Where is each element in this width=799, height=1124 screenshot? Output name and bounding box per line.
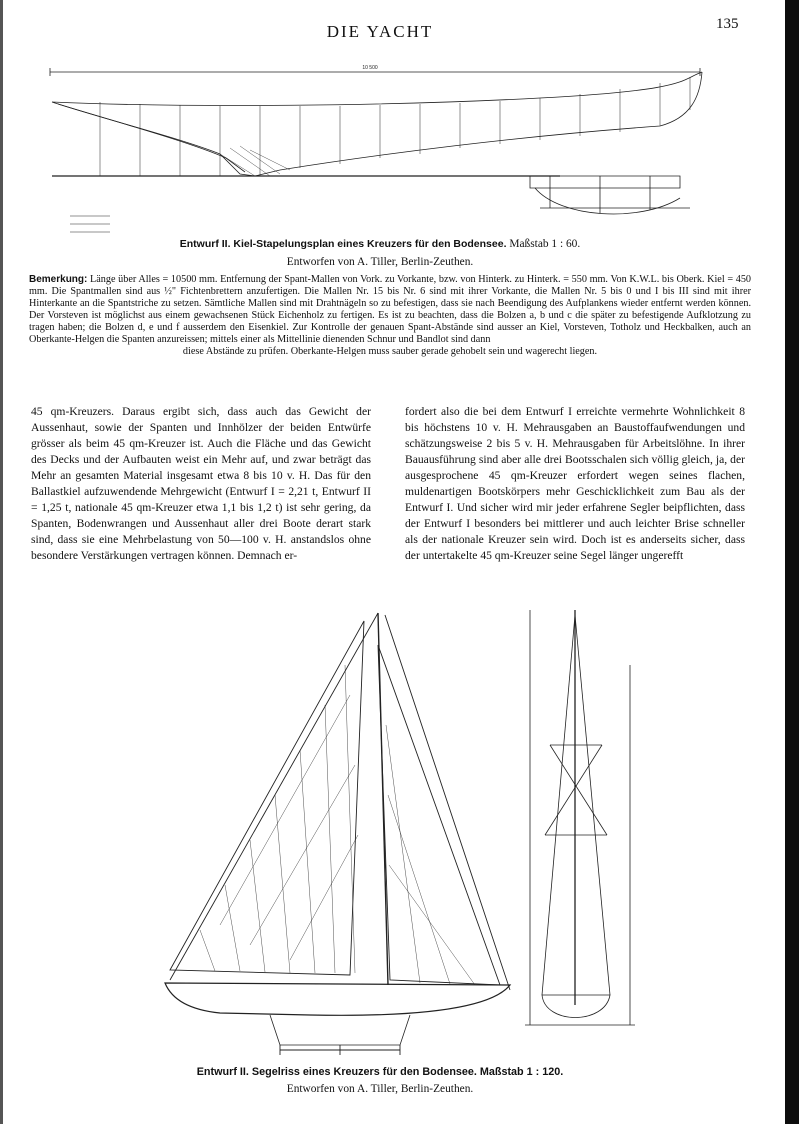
- journal-title: DIE YACHT: [326, 22, 434, 41]
- length-label: 10 500: [362, 65, 378, 71]
- body-column-right: [405, 404, 745, 564]
- page-edge-right: [785, 0, 799, 1124]
- figure1-caption-scale: Maßstab 1 : 60.: [509, 238, 581, 250]
- body-column-left: [31, 404, 371, 564]
- body-paragraph-right: fordert also die bei dem Entwurf I erreichte vermehrte Wohnlichkeit 8 bis höchstens 10 v. H. Mehrausgaben an Baustoffaufwendungen und schätzungsweise 2 bis 5 v. H. Mehrausgaben für Arbeitslöhne. In ihrer Bauausführung sind aber alle drei Bootsschalen sich völlig gleich, ja, der ausgesprochene 45 qm-Kreuzer erfordert wegen seines flachen, muldenartigen Bootskörpers mehr Geschicklichkeit zum Bau als der Entwurf I. Und sicher wird mir jeder erfahrene Segler beipflichten, dass der Entwurf I besonders bei mittlerer und auch leichter Brise schneller als der nationale Kreuzer sein wird. Doch ist es anderseits sicher, dass der untertakelte 45 qm-Kreuzer seine Segel länger ungerefft: [405, 405, 745, 562]
- page-number: 135: [716, 16, 739, 32]
- figure1-caption-author: Entworfen von A. Tiller, Berlin-Zeuthen.: [286, 256, 474, 268]
- remark-paragraph: [29, 274, 751, 358]
- remark-text-last: diese Abstände zu prüfen. Oberkante-Helgen muss sauber gerade gehobelt sein und wagerecht liegen.: [182, 346, 598, 357]
- body-paragraph-left: 45 qm-Kreuzers. Daraus ergibt sich, dass auch das Gewicht der Aussenhaut, sowie der Spanten und Innhölzer der beiden Entwürfe grösser als beim 45 qm-Kreuzer ist. Auch die Fläche und das Gewicht des Decks und der Aufbauten weist ein Mehr auf, und zwar beträgt das Mehr an gesamten Material insgesamt etwa 8 bis 10 v. H. Das für den Ballastkiel aufzuwendende Mehrgewicht (Entwurf I = 2,21 t, Entwurf II = 1,25 t, nationale 45 qm-Kreuzer etwa 1,1 bis 1,2 t) ist sehr gering, da Spanten, Bodenwrangen und Aussenhaut aller drei Boote derart stark sind, dass sie eine Mehrbelastung von 50—100 v. H. anstandslos ohne besondere Verstärkungen vertragen können. Demnach er-: [31, 405, 371, 562]
- figure2-caption-scale: Maßstab 1 : 120.: [479, 1066, 564, 1078]
- figure2-caption: [0, 1065, 760, 1078]
- sail-plan-drawing: [160, 605, 520, 1065]
- page-edge-left: [0, 0, 3, 1124]
- rig-front-view-drawing: [520, 605, 640, 1035]
- figure2-caption-author: Entworfen von A. Tiller, Berlin-Zeuthen.: [286, 1083, 474, 1095]
- remark-text: Länge über Alles = 10500 mm. Entfernung der Spant-Mallen von Vork. zu Vorkante, bzw. von Hinterk. zu Hinterk. = 550 mm. Von K.W.L. bis Oberk. Kiel = 450 mm. Die Spantmallen sind aus ½" Fichtenbrettern anzufertigen. Die Mallen Nr. 15 bis Nr. 6 sind mit ihrer Vorkante, die Mallen Nr. 5 bis 0 und I bis III sind mit ihrer Hinterkante an die Spantstriche zu setzen. Sämtliche Mallen sind mit Drahtnägeln so zu befestigen, dass sie nach Beendigung des Aufplankens wieder entfernt werden können. Der Vorsteven ist möglichst aus einem gewachsenen Stück Eichenholz zu fertigen. Es ist zu beachten, dass die Bolzen a, b und c die später zu befestigende Aufklotzung zu tragen haben; die Bolzen d, e und f ausserdem den Eisenkiel. Zur Kontrolle der genauen Spant-Abstände sind ausser an Kiel, Vorsteven, Totholz und Heckbalken, auch an Oberkante-Helgen die Spanten anzureissen; mittels einer als Mittellinie dienenden Schnur und Bandlot sind dann: [29, 274, 752, 345]
- remark-label: Bemerkung:: [29, 274, 88, 285]
- figure1-caption-title: Entwurf II. Kiel-Stapelungsplan eines Kreuzers für den Bodensee.: [179, 238, 507, 250]
- figure2-caption-title: Entwurf II. Segelriss eines Kreuzers für den Bodensee.: [196, 1066, 477, 1078]
- figure1-caption: [0, 238, 760, 250]
- keel-stacking-plan-drawing: [40, 58, 720, 238]
